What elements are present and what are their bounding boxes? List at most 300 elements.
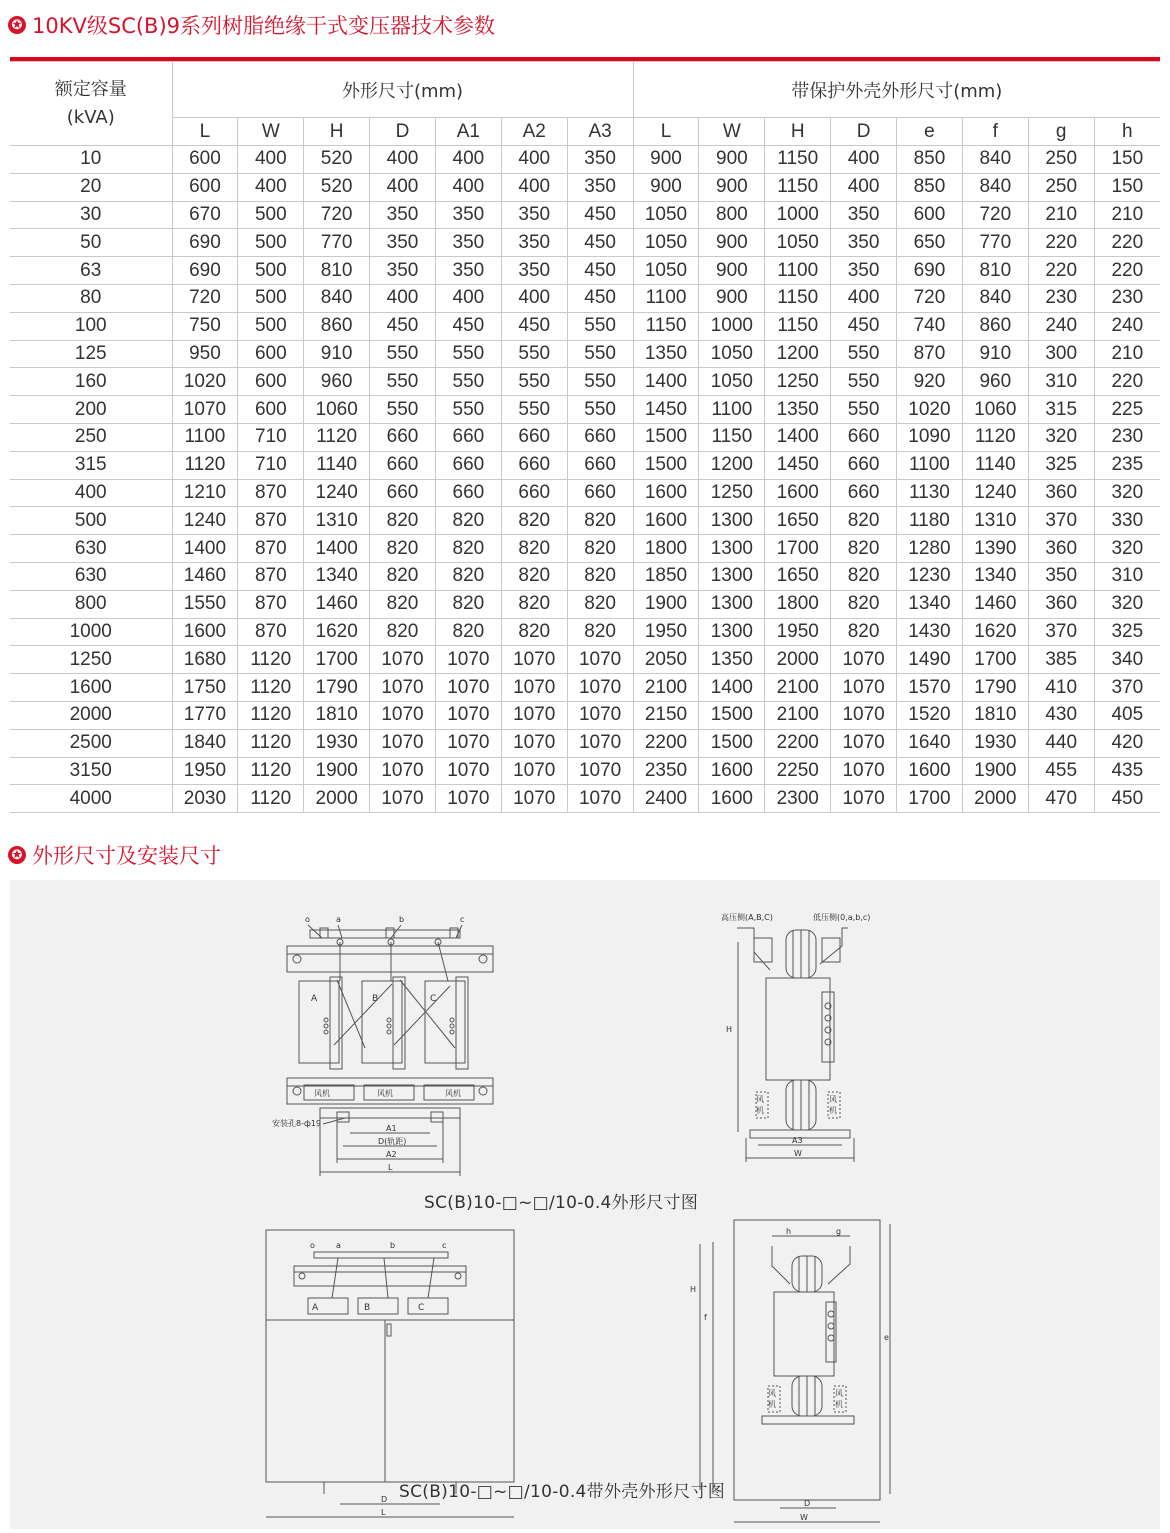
dimension-cell: 420 (1094, 729, 1160, 757)
dimension-cell: 820 (435, 590, 501, 618)
dimension-cell: 1070 (567, 729, 633, 757)
dimension-cell: 2000 (962, 785, 1028, 813)
dimension-cell: 500 (238, 284, 304, 312)
dimension-cell: 660 (831, 451, 897, 479)
dimension-cell: 870 (897, 340, 963, 368)
dimension-cell: 1000 (765, 201, 831, 229)
dimension-cell: 1070 (501, 729, 567, 757)
dimension-cell: 1070 (370, 701, 436, 729)
column-header: h (1094, 118, 1160, 146)
dimension-cell: 820 (567, 535, 633, 563)
dimension-cell: 820 (501, 507, 567, 535)
dimension-cell: 500 (238, 201, 304, 229)
enclosure-dim-w: W (800, 1513, 808, 1522)
dimension-cell: 870 (238, 618, 304, 646)
dimension-cell: 650 (897, 229, 963, 257)
dimension-cell: 350 (831, 257, 897, 285)
dimension-cell: 1240 (962, 479, 1028, 507)
dimension-cell: 1500 (699, 729, 765, 757)
dimension-cell: 1050 (699, 340, 765, 368)
enclosure-terminal-c: c (442, 1241, 447, 1250)
dimension-cell: 1070 (567, 785, 633, 813)
dimension-cell: 860 (962, 312, 1028, 340)
dimension-cell: 850 (897, 146, 963, 174)
dimension-cell: 1070 (370, 729, 436, 757)
dimension-cell: 660 (370, 451, 436, 479)
dimension-cell: 230 (1094, 423, 1160, 451)
table-row (10, 146, 1160, 174)
dimension-cell: 820 (435, 507, 501, 535)
section-title-parameters (8, 10, 495, 40)
mount-hole-label: 安装孔8-ф19 (272, 1119, 321, 1128)
dimension-cell: 920 (897, 368, 963, 396)
dimension-cell: 350 (501, 201, 567, 229)
dimension-cell: 325 (1094, 618, 1160, 646)
dimension-cell: 1500 (633, 451, 699, 479)
dimension-cell: 1200 (699, 451, 765, 479)
dimension-cell: 660 (567, 423, 633, 451)
dimension-cell: 220 (1094, 229, 1160, 257)
dimension-cell: 600 (172, 173, 238, 201)
star-icon: ✪ (8, 846, 26, 864)
dimension-cell: 710 (238, 423, 304, 451)
dimension-cell: 550 (501, 396, 567, 424)
dimension-cell: 690 (897, 257, 963, 285)
capacity-cell: 80 (10, 284, 172, 312)
dimension-cell: 900 (699, 284, 765, 312)
dimension-cell: 1070 (435, 701, 501, 729)
table-row (10, 368, 1160, 396)
dimension-cell: 2050 (633, 646, 699, 674)
dimension-cell: 1070 (831, 729, 897, 757)
dimension-cell: 1070 (435, 729, 501, 757)
dimension-cell: 500 (238, 229, 304, 257)
dimension-cell: 1750 (172, 674, 238, 702)
dimension-cell: 1600 (633, 507, 699, 535)
dimension-cell: 600 (897, 201, 963, 229)
dimension-cell: 1600 (699, 757, 765, 785)
dimension-cell: 820 (370, 590, 436, 618)
dimension-cell: 870 (238, 479, 304, 507)
dimension-cell: 250 (1028, 173, 1094, 201)
dimension-cell: 840 (304, 284, 370, 312)
dimension-cell: 350 (435, 201, 501, 229)
dimension-cell: 660 (435, 423, 501, 451)
hv-side-label: 高压侧(A,B,C) (721, 913, 773, 922)
dimension-cell: 770 (304, 229, 370, 257)
dimension-cell: 1120 (962, 423, 1028, 451)
dimension-cell: 550 (567, 368, 633, 396)
capacity-cell: 200 (10, 396, 172, 424)
dimension-cell: 400 (238, 173, 304, 201)
dimension-cell: 1790 (304, 674, 370, 702)
dimension-cell: 820 (501, 590, 567, 618)
dim-label-e: e (884, 1333, 889, 1342)
dimension-cell: 1070 (370, 785, 436, 813)
column-header: A2 (501, 118, 567, 146)
dimension-cell: 1070 (501, 785, 567, 813)
dimension-cell: 720 (962, 201, 1028, 229)
capacity-cell: 20 (10, 173, 172, 201)
dimension-cell: 550 (435, 340, 501, 368)
enclosure-dim-l: L (381, 1508, 386, 1517)
enclosure-front-drawing (266, 1230, 514, 1517)
dimension-cell: 220 (1028, 229, 1094, 257)
column-header: H (304, 118, 370, 146)
phase-label-b: B (372, 994, 379, 1004)
table-body (10, 146, 1160, 813)
dimension-cell: 1070 (831, 757, 897, 785)
table-row (10, 535, 1160, 563)
dimension-cell: 2300 (765, 785, 831, 813)
dimension-cell: 455 (1028, 757, 1094, 785)
dimension-cell: 820 (435, 535, 501, 563)
dimension-cell: 310 (1028, 368, 1094, 396)
column-header: e (897, 118, 963, 146)
dimension-cell: 1130 (897, 479, 963, 507)
enclosure-terminal-b: b (390, 1241, 396, 1250)
dimension-cell: 1090 (897, 423, 963, 451)
dimension-cell: 1240 (172, 507, 238, 535)
dimension-cell: 1900 (304, 757, 370, 785)
dimension-cell: 660 (435, 479, 501, 507)
dimension-cell: 450 (567, 284, 633, 312)
dim-label-enclosure-h: H (690, 1285, 697, 1294)
capacity-cell: 400 (10, 479, 172, 507)
dimension-cell: 340 (1094, 646, 1160, 674)
dimension-cell: 2400 (633, 785, 699, 813)
table-row (10, 312, 1160, 340)
dimension-cell: 410 (1028, 674, 1094, 702)
dimension-cell: 820 (370, 618, 436, 646)
dimension-cell: 1950 (633, 618, 699, 646)
dimension-cell: 1250 (765, 368, 831, 396)
column-header: f (962, 118, 1028, 146)
caption-enclosure-drawing: SC(B)10-□~□/10-0.4带外壳外形尺寸图 (399, 1482, 726, 1502)
dimension-cell: 1070 (501, 701, 567, 729)
group-header-dimensions: 外形尺寸(mm) (172, 62, 633, 118)
dimension-cell: 1070 (370, 646, 436, 674)
enclosure-phase-b: B (364, 1303, 371, 1313)
dimension-cell: 1300 (699, 562, 765, 590)
dimension-cell: 1400 (172, 535, 238, 563)
dimension-cell: 1810 (304, 701, 370, 729)
dimension-cell: 1150 (765, 284, 831, 312)
dimension-cell: 1390 (962, 535, 1028, 563)
capacity-cell: 125 (10, 340, 172, 368)
dimension-cell: 550 (370, 396, 436, 424)
column-header: L (172, 118, 238, 146)
dimension-cell: 150 (1094, 173, 1160, 201)
dimension-cell: 1300 (699, 590, 765, 618)
dimension-cell: 820 (370, 535, 436, 563)
dimension-cell: 315 (1028, 396, 1094, 424)
dimension-cell: 220 (1094, 257, 1160, 285)
dimension-cell: 1400 (304, 535, 370, 563)
dimension-cell: 1340 (962, 562, 1028, 590)
capacity-cell: 800 (10, 590, 172, 618)
dimension-cell: 840 (962, 284, 1028, 312)
dimension-cell: 1930 (962, 729, 1028, 757)
dimension-cell: 1810 (962, 701, 1028, 729)
dimension-cell: 1060 (962, 396, 1028, 424)
dimension-cell: 1840 (172, 729, 238, 757)
dimension-cell: 820 (831, 590, 897, 618)
dimension-cell: 1140 (304, 451, 370, 479)
column-header: A1 (435, 118, 501, 146)
dimension-cell: 1120 (238, 729, 304, 757)
dim-label-d: D(轨距) (378, 1137, 407, 1146)
fan-label-left-b: 机 (756, 1106, 764, 1115)
dimension-cell: 1150 (765, 312, 831, 340)
dimension-cell: 1070 (567, 674, 633, 702)
dimension-cell: 1310 (962, 507, 1028, 535)
dimension-cell: 720 (304, 201, 370, 229)
dimension-cell: 450 (370, 312, 436, 340)
front-view-drawing (272, 915, 493, 1176)
dimension-cell: 900 (633, 173, 699, 201)
dimension-cell: 840 (962, 173, 1028, 201)
dimension-cell: 2150 (633, 701, 699, 729)
dimension-cell: 250 (1028, 146, 1094, 174)
table-row (10, 701, 1160, 729)
dimension-cell: 720 (172, 284, 238, 312)
capacity-cell: 500 (10, 507, 172, 535)
dimension-cell: 600 (238, 340, 304, 368)
dimension-cell: 1600 (699, 785, 765, 813)
dimension-cell: 1070 (435, 785, 501, 813)
capacity-cell: 3150 (10, 757, 172, 785)
dimension-cell: 1070 (831, 646, 897, 674)
dimension-cell: 1120 (172, 451, 238, 479)
spec-table (10, 61, 1160, 813)
dimension-cell: 1500 (699, 701, 765, 729)
dimension-cell: 660 (831, 423, 897, 451)
dimension-cell: 350 (831, 229, 897, 257)
dimension-cell: 1900 (633, 590, 699, 618)
dimension-cell: 435 (1094, 757, 1160, 785)
phase-label-c: C (430, 994, 437, 1004)
capacity-cell: 50 (10, 229, 172, 257)
dimension-cell: 690 (172, 257, 238, 285)
section-title-text: 10KV级SC(B)9系列树脂绝缘干式变压器技术参数 (32, 14, 496, 38)
dimension-cell: 1050 (633, 229, 699, 257)
dimension-cell: 1100 (172, 423, 238, 451)
dimension-cell: 820 (501, 562, 567, 590)
column-header: W (238, 118, 304, 146)
capacity-cell: 4000 (10, 785, 172, 813)
dimension-cell: 1150 (765, 173, 831, 201)
dimension-cell: 1120 (238, 674, 304, 702)
dimension-cell: 820 (370, 562, 436, 590)
table-row (10, 284, 1160, 312)
dimension-cell: 550 (567, 340, 633, 368)
dimension-cell: 820 (831, 507, 897, 535)
capacity-cell: 2500 (10, 729, 172, 757)
dimension-cell: 960 (304, 368, 370, 396)
dimension-cell: 350 (567, 173, 633, 201)
dimension-cell: 430 (1028, 701, 1094, 729)
table-row (10, 590, 1160, 618)
table-row (10, 618, 1160, 646)
column-header: D (831, 118, 897, 146)
dimension-cell: 1100 (765, 257, 831, 285)
dimension-cell: 800 (699, 201, 765, 229)
dimension-cell: 320 (1094, 535, 1160, 563)
terminal-label-a: a (336, 915, 341, 924)
dimension-cell: 820 (435, 618, 501, 646)
dimension-cell: 550 (831, 368, 897, 396)
dimension-cell: 500 (238, 257, 304, 285)
capacity-cell: 630 (10, 535, 172, 563)
dimension-cell: 2100 (765, 674, 831, 702)
table-row (10, 785, 1160, 813)
dimension-cell: 2200 (633, 729, 699, 757)
dimension-cell: 400 (831, 173, 897, 201)
dimension-cell: 660 (370, 423, 436, 451)
dimension-cell: 1300 (699, 618, 765, 646)
capacity-cell: 1600 (10, 674, 172, 702)
column-header: H (765, 118, 831, 146)
dimension-cell: 1350 (699, 646, 765, 674)
dimension-cell: 1350 (765, 396, 831, 424)
dimension-cell: 450 (567, 229, 633, 257)
dimension-cell: 1050 (699, 368, 765, 396)
dimension-cell: 450 (435, 312, 501, 340)
dimension-cell: 2200 (765, 729, 831, 757)
dimension-cell: 820 (567, 507, 633, 535)
dimension-cell: 400 (435, 146, 501, 174)
dim-label-g: g (836, 1227, 842, 1236)
dimension-cell: 350 (435, 257, 501, 285)
dimension-cell: 370 (1028, 618, 1094, 646)
dimension-cell: 520 (304, 146, 370, 174)
column-header: D (370, 118, 436, 146)
dimension-cell: 1850 (633, 562, 699, 590)
dimension-cell: 385 (1028, 646, 1094, 674)
dimension-cell: 1070 (501, 757, 567, 785)
dimension-cell: 450 (831, 312, 897, 340)
dimension-cell: 1600 (897, 757, 963, 785)
capacity-cell: 100 (10, 312, 172, 340)
dimension-cell: 820 (831, 535, 897, 563)
dimension-cell: 910 (304, 340, 370, 368)
dimension-cell: 1120 (238, 785, 304, 813)
dimension-cell: 660 (435, 451, 501, 479)
section-title-text: 外形尺寸及安装尺寸 (32, 844, 221, 868)
dimension-cell: 1460 (172, 562, 238, 590)
enclosure-dim-d-side: D (804, 1499, 811, 1508)
dimension-cell: 400 (370, 173, 436, 201)
dimension-cell: 220 (1094, 368, 1160, 396)
dimension-cell: 1570 (897, 674, 963, 702)
dimension-cell: 1520 (897, 701, 963, 729)
dimension-cell: 1070 (501, 674, 567, 702)
dimension-cell: 1620 (962, 618, 1028, 646)
dimension-cell: 225 (1094, 396, 1160, 424)
dimension-cell: 1150 (699, 423, 765, 451)
table-row (10, 423, 1160, 451)
dimension-cell: 820 (370, 507, 436, 535)
dimension-cell: 1450 (633, 396, 699, 424)
dimension-cell: 400 (370, 146, 436, 174)
capacity-cell: 250 (10, 423, 172, 451)
column-header: g (1028, 118, 1094, 146)
table-row (10, 173, 1160, 201)
fan-label-left-a: 风 (756, 1095, 764, 1104)
dimension-cell: 350 (501, 229, 567, 257)
dimension-cell: 1650 (765, 507, 831, 535)
star-icon: ✪ (8, 16, 26, 34)
dimension-cell: 550 (831, 340, 897, 368)
dimension-cell: 1300 (699, 507, 765, 535)
dimension-cell: 320 (1094, 479, 1160, 507)
dimension-cell: 1070 (370, 674, 436, 702)
dimension-cell: 660 (370, 479, 436, 507)
caption-dimension-drawing: SC(B)10-□~□/10-0.4外形尺寸图 (424, 1193, 699, 1213)
dimension-cell: 810 (962, 257, 1028, 285)
dimension-cell: 1430 (897, 618, 963, 646)
dimension-cell: 1310 (304, 507, 370, 535)
dimension-cell: 2030 (172, 785, 238, 813)
dimension-cell: 1100 (897, 451, 963, 479)
dimension-cell: 1180 (897, 507, 963, 535)
dimension-cell: 870 (238, 507, 304, 535)
dimension-cell: 350 (1028, 562, 1094, 590)
dimension-cell: 1150 (633, 312, 699, 340)
dimension-cell: 550 (567, 312, 633, 340)
dimension-cell: 300 (1028, 340, 1094, 368)
dimension-cell: 600 (172, 146, 238, 174)
dimension-cell: 950 (172, 340, 238, 368)
dimension-cell: 1700 (897, 785, 963, 813)
table-row (10, 562, 1160, 590)
dimension-cell: 370 (1094, 674, 1160, 702)
dimension-cell: 1800 (765, 590, 831, 618)
dimension-cell: 2250 (765, 757, 831, 785)
dimension-cell: 1930 (304, 729, 370, 757)
dimension-cell: 350 (370, 229, 436, 257)
dimension-cell: 1100 (699, 396, 765, 424)
dimension-cell: 900 (699, 173, 765, 201)
dimension-cell: 660 (501, 423, 567, 451)
fan-label-2: 风机 (377, 1089, 393, 1098)
dimension-cell: 1070 (567, 646, 633, 674)
dimension-cell: 820 (567, 618, 633, 646)
phase-label-a: A (311, 994, 318, 1004)
dimension-cell: 910 (962, 340, 1028, 368)
dimension-cell: 660 (831, 479, 897, 507)
dimension-cell: 960 (962, 368, 1028, 396)
dimension-cell: 400 (501, 284, 567, 312)
dimension-cell: 2000 (765, 646, 831, 674)
dimension-cell: 350 (567, 146, 633, 174)
dimension-cell: 400 (831, 284, 897, 312)
fan-label-right-b: 机 (829, 1106, 837, 1115)
dimension-cell: 690 (172, 229, 238, 257)
dimension-cell: 820 (567, 562, 633, 590)
dimension-cell: 870 (238, 590, 304, 618)
dimension-cell: 330 (1094, 507, 1160, 535)
dimension-cell: 550 (435, 368, 501, 396)
dimension-cell: 1600 (172, 618, 238, 646)
dimension-cell: 1700 (304, 646, 370, 674)
dimension-cell: 350 (501, 257, 567, 285)
table-row (10, 396, 1160, 424)
dimension-cell: 900 (633, 146, 699, 174)
capacity-header-unit: (kVA) (66, 106, 115, 128)
table-row (10, 229, 1160, 257)
